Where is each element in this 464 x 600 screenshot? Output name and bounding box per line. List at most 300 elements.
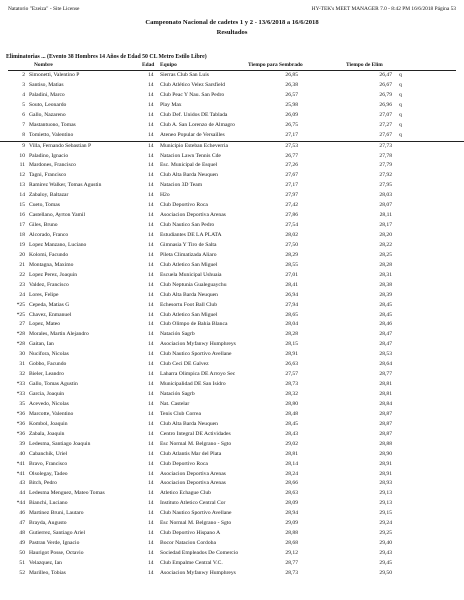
place-cell: 30: [19, 351, 25, 358]
age-cell: 14: [148, 101, 154, 108]
seed-time-cell: 28,02: [285, 232, 298, 238]
seed-time-cell: 27,01: [285, 271, 298, 278]
team-cell: Club Olimpo de Bahia Blanca: [160, 321, 228, 328]
place-cell: 17: [19, 222, 25, 229]
team-cell: Play Max: [160, 101, 182, 108]
place-cell: 13: [19, 182, 25, 189]
age-cell: 14: [148, 142, 154, 149]
name-cell: Giles, Bruno: [29, 222, 58, 229]
place-cell: 6: [22, 111, 25, 118]
finals-time-cell: 27,78: [379, 152, 392, 159]
age-cell: 14: [148, 301, 154, 308]
col-finals-header: Tiempo de Elim: [346, 62, 383, 68]
table-row: [0, 390, 464, 400]
finals-time-cell: 28,90: [379, 450, 392, 457]
age-cell: 14: [148, 510, 154, 517]
team-cell: Club Alta Barda Neuquen: [160, 420, 218, 427]
age-cell: 14: [148, 192, 154, 199]
name-cell: Acevedo, Nicolas: [29, 400, 69, 407]
finals-time-cell: 29,50: [379, 569, 392, 576]
event-label: Eliminatorias ... (Evento 38 Hombres 14 Años de Edad 50 CL Metro Estilo Libre): [6, 54, 207, 60]
age-cell: 14: [148, 569, 154, 576]
age-cell: 14: [148, 212, 154, 219]
document-subtitle: Resultados: [216, 29, 248, 36]
seed-time-cell: 26,09: [285, 111, 298, 118]
table-row: [0, 241, 464, 251]
team-cell: Sociedad Empleados De Comercio: [160, 550, 239, 556]
table-row: [0, 559, 464, 569]
age-cell: 14: [148, 430, 154, 437]
table-row: [0, 529, 464, 539]
name-cell: Marcotte, Valentino: [29, 410, 74, 417]
name-cell: Villa, Fernando Sebastian P: [29, 142, 92, 149]
table-row: [0, 131, 464, 141]
age-cell: 14: [148, 391, 154, 397]
age-cell: 14: [148, 490, 154, 497]
place-cell: 15: [19, 202, 25, 209]
team-cell: Club A. San Lorenzo de Almagro: [160, 121, 235, 128]
name-cell: Souto, Leonardo: [29, 101, 67, 108]
finals-time-cell: 29,43: [379, 550, 392, 556]
team-cell: Asociacion Deportiva Arenas: [160, 470, 226, 477]
table-row: [0, 400, 464, 410]
name-cell: Tomietto, Valentino: [29, 131, 74, 138]
table-row: [0, 479, 464, 489]
name-cell: Kolomi, Facundo: [29, 251, 69, 258]
qualifier-cell: q: [399, 91, 402, 98]
age-cell: 14: [148, 530, 154, 537]
seed-time-cell: 29,02: [285, 440, 298, 447]
finals-time-cell: 28,11: [379, 212, 392, 219]
age-cell: 14: [148, 271, 154, 278]
finals-time-cell: 28,88: [379, 440, 392, 447]
age-cell: 14: [148, 351, 154, 358]
age-cell: 14: [148, 420, 154, 427]
finals-time-cell: 28,39: [379, 291, 392, 298]
place-cell: 4: [22, 91, 25, 98]
table-row: [0, 320, 464, 330]
place-cell: *36: [16, 410, 25, 417]
place-cell: *41: [16, 460, 25, 467]
team-cell: Municipio Esteban Echeverria: [160, 142, 229, 149]
team-cell: Esc Normal M. Belgrano - Sgto: [160, 440, 232, 447]
finals-time-cell: 26,47: [379, 72, 392, 78]
name-cell: Garcia, Joaquin: [29, 391, 65, 397]
name-cell: Cepeda, Matias G: [29, 301, 70, 308]
team-cell: Club Nautico Sportivo Avellane: [160, 510, 232, 517]
team-cell: Club Atlantis Mar del Plata: [160, 450, 222, 457]
table-row: [0, 499, 464, 509]
seed-time-cell: 26,75: [285, 121, 298, 128]
team-cell: Club Nautico Sportivo Avellane: [160, 351, 232, 358]
name-cell: Ramirez Walker, Tomas Agustin: [29, 182, 102, 189]
table-row: [0, 251, 464, 261]
team-cell: Club Alta Barda Neuquen: [160, 291, 218, 298]
team-cell: Club Empalme Central V.C.: [160, 559, 223, 566]
name-cell: Martinez Bruni, Lautaro: [29, 510, 84, 517]
place-cell: *25: [16, 311, 25, 318]
name-cell: Bieler, Leandro: [29, 371, 64, 378]
table-row: [0, 509, 464, 519]
name-cell: Zabala, Joaquin: [29, 430, 65, 437]
finals-time-cell: 27,95: [379, 182, 392, 189]
name-cell: Montagna, Maximo: [29, 261, 74, 268]
seed-time-cell: 28,28: [285, 331, 298, 338]
name-cell: Mardones, Francisco: [29, 162, 76, 169]
seed-time-cell: 28,88: [285, 530, 298, 537]
place-cell: 39: [19, 440, 25, 447]
place-cell: 16: [19, 212, 25, 219]
place-cell: 51: [19, 559, 25, 566]
finals-time-cell: 28,38: [379, 281, 392, 288]
finals-time-cell: 28,25: [379, 251, 392, 258]
finals-time-cell: 28,84: [379, 400, 392, 407]
table-row: [0, 340, 464, 350]
name-cell: Velazquez, Ian: [29, 559, 62, 566]
table-row: [0, 291, 464, 301]
seed-time-cell: 26,77: [285, 152, 298, 159]
results-table: [0, 71, 464, 579]
seed-time-cell: 28,32: [285, 391, 298, 397]
qualifier-cell: q: [399, 72, 402, 78]
team-cell: Escuela Municipal Ushuaia: [160, 271, 222, 278]
name-cell: Alcorado, Franco: [29, 232, 69, 238]
table-row: [0, 171, 464, 181]
table-row: [0, 201, 464, 211]
seed-time-cell: 28,63: [285, 490, 298, 497]
seed-time-cell: 27,57: [285, 371, 298, 378]
finals-time-cell: 27,67: [379, 131, 392, 138]
team-cell: Sierras Club San Luis: [160, 72, 209, 78]
team-cell: Estudiantes DE LA PLATA: [160, 232, 222, 238]
place-cell: 44: [19, 490, 25, 497]
finals-time-cell: 28,93: [379, 480, 392, 487]
team-cell: Club Atletico San Miguel: [160, 311, 218, 318]
seed-time-cell: 28,66: [285, 480, 298, 487]
table-row: [0, 350, 464, 360]
seed-time-cell: 28,14: [285, 460, 298, 467]
seed-time-cell: 28,29: [285, 251, 298, 258]
table-row: [0, 440, 464, 450]
age-cell: 14: [148, 182, 154, 189]
team-cell: Municipalidad DE San Isidro: [160, 381, 226, 388]
seed-time-cell: 29,09: [285, 520, 298, 527]
finals-time-cell: 28,20: [379, 232, 392, 238]
name-cell: Zabaloy, Baltazar: [29, 192, 69, 199]
age-cell: 14: [148, 172, 154, 179]
table-row: [0, 420, 464, 430]
finals-time-cell: 28,47: [379, 331, 392, 338]
seed-time-cell: 28,55: [285, 261, 298, 268]
table-row: [0, 271, 464, 281]
team-cell: Natacion 3D Team: [160, 182, 203, 189]
team-cell: Club Deportivo Hispano A: [160, 530, 221, 537]
table-row: [0, 311, 464, 321]
place-cell: 47: [19, 520, 25, 527]
place-cell: 27: [19, 321, 25, 328]
team-cell: Club Atlético Velez Sarsfield: [160, 81, 225, 88]
seed-time-cell: 27,53: [285, 142, 298, 149]
place-cell: 9: [22, 142, 25, 149]
table-row: [0, 261, 464, 271]
age-cell: 14: [148, 121, 154, 128]
team-cell: Centro Integral DE Actividades: [160, 430, 231, 437]
place-cell: 49: [19, 540, 25, 547]
age-cell: 14: [148, 261, 154, 268]
name-cell: Nucifora, Nicolas: [29, 351, 69, 358]
table-row: [0, 161, 464, 171]
finals-time-cell: 28,17: [379, 222, 392, 229]
name-cell: Gobbo, Facundo: [29, 361, 67, 368]
table-row: [0, 101, 464, 111]
seed-time-cell: 28,73: [285, 381, 298, 388]
finals-time-cell: 27,27: [379, 121, 392, 128]
place-cell: 3: [22, 81, 25, 88]
team-cell: Club Deportivo Roca: [160, 202, 208, 209]
seed-time-cell: 29,12: [285, 550, 298, 556]
finals-time-cell: 27,73: [379, 142, 392, 149]
seed-time-cell: 28,09: [285, 500, 298, 507]
team-cell: Club Atletico San Miguel: [160, 261, 218, 268]
place-cell: 43: [19, 480, 25, 487]
age-cell: 14: [148, 361, 154, 368]
finals-time-cell: 28,91: [379, 460, 392, 467]
place-cell: 8: [22, 131, 25, 138]
place-cell: *33: [16, 391, 25, 397]
seed-time-cell: 27,86: [285, 212, 298, 219]
name-cell: Valdez, Francisco: [29, 281, 69, 288]
team-cell: Natación Sagrb: [160, 391, 195, 397]
table-row: [0, 549, 464, 559]
name-cell: Santiso, Matias: [29, 81, 64, 88]
seed-time-cell: 26,57: [285, 91, 298, 98]
age-cell: 14: [148, 550, 154, 556]
place-cell: *25: [16, 301, 25, 308]
age-cell: 14: [148, 162, 154, 169]
qualifier-cell: q: [399, 111, 402, 118]
age-cell: 14: [148, 460, 154, 467]
finals-time-cell: 28,87: [379, 410, 392, 417]
table-row: [0, 111, 464, 121]
age-cell: 14: [148, 371, 154, 378]
finals-time-cell: 28,45: [379, 311, 392, 318]
name-cell: Cabanchik, Uriel: [29, 450, 68, 457]
seed-time-cell: 26,94: [285, 291, 298, 298]
seed-time-cell: 28,77: [285, 559, 298, 566]
seed-time-cell: 27,50: [285, 241, 298, 248]
name-cell: Bitch, Pedro: [29, 480, 57, 487]
place-cell: 21: [19, 261, 25, 268]
team-cell: Esc. Municipal de Esquel: [160, 162, 218, 169]
seed-time-cell: 27,54: [285, 222, 298, 229]
column-header-row: [0, 62, 464, 70]
place-cell: *28: [16, 341, 25, 348]
name-cell: Morales, Martin Alejandro: [29, 331, 89, 338]
table-row: [0, 569, 464, 579]
finals-time-cell: 28,46: [379, 321, 392, 328]
seed-time-cell: 25,98: [285, 101, 298, 108]
team-cell: Asociacion Deportiva Arenas: [160, 212, 226, 219]
age-cell: 14: [148, 241, 154, 248]
name-cell: Olsolegay, Tadeo: [29, 470, 68, 477]
finals-time-cell: 28,47: [379, 341, 392, 348]
age-cell: 14: [148, 152, 154, 159]
finals-time-cell: 28,53: [379, 351, 392, 358]
finals-time-cell: 28,91: [379, 470, 392, 477]
team-cell: Natacion Lawn Tennis Cde: [160, 152, 221, 159]
table-row: [0, 281, 464, 291]
finals-time-cell: 29,45: [379, 559, 392, 566]
name-cell: Lores, Felipe: [29, 291, 59, 298]
table-row: [0, 370, 464, 380]
seed-time-cell: 27,97: [285, 192, 298, 199]
place-cell: *44: [16, 500, 25, 507]
team-cell: Ateneo Popular de Versailles: [160, 131, 225, 138]
name-cell: Castellano, Ayrton Yamil: [29, 212, 86, 219]
seed-time-cell: 28,43: [285, 430, 298, 437]
age-cell: 14: [148, 400, 154, 407]
finals-time-cell: 28,81: [379, 381, 392, 388]
age-cell: 14: [148, 540, 154, 547]
finals-time-cell: 29,13: [379, 500, 392, 507]
seed-time-cell: 26,38: [285, 81, 298, 88]
table-row: [0, 71, 464, 81]
place-cell: 11: [19, 162, 25, 169]
qualifier-cell: q: [399, 121, 402, 128]
place-cell: 52: [19, 569, 25, 576]
age-cell: 14: [148, 91, 154, 98]
table-row: [0, 360, 464, 370]
table-row: [0, 489, 464, 499]
age-cell: 14: [148, 72, 154, 78]
finals-time-cell: 28,31: [379, 271, 392, 278]
name-cell: Bravo, Francisco: [29, 460, 68, 467]
table-row: [0, 121, 464, 131]
finals-time-cell: 28,22: [379, 241, 392, 248]
finals-time-cell: 29,24: [379, 520, 392, 527]
age-cell: 14: [148, 202, 154, 209]
table-row: [0, 231, 464, 241]
place-cell: 10: [19, 152, 25, 159]
seed-time-cell: 28,41: [285, 281, 298, 288]
qualifier-cell: q: [399, 131, 402, 138]
finals-time-cell: 29,25: [379, 530, 392, 537]
finals-time-cell: 28,03: [379, 192, 392, 199]
place-cell: *33: [16, 381, 25, 388]
age-cell: 14: [148, 251, 154, 258]
name-cell: Kombol, Joaquin: [29, 420, 68, 427]
age-cell: 14: [148, 500, 154, 507]
place-cell: 23: [19, 281, 25, 288]
finals-time-cell: 29,40: [379, 540, 392, 547]
name-cell: Lopez Manzano, Luciano: [29, 241, 87, 248]
seed-time-cell: 27,26: [285, 162, 298, 169]
finals-time-cell: 28,64: [379, 361, 392, 368]
team-cell: Laharra Olimpica DE Arroyo Sec: [160, 371, 236, 378]
finals-time-cell: 28,45: [379, 301, 392, 308]
col-seed-header: Tiempo para Sembrado: [248, 62, 303, 68]
seed-time-cell: 26,85: [285, 72, 298, 78]
place-cell: 18: [19, 232, 25, 238]
name-cell: Brayda, Augusto: [29, 520, 67, 527]
age-cell: 14: [148, 81, 154, 88]
team-cell: Tenis Club Correa: [160, 410, 201, 417]
place-cell: 7: [22, 121, 25, 128]
document-title: Campeonato Nacional de cadetes 1 y 2 - 13/6/2018 a 16/6/2018: [145, 19, 319, 26]
table-row: [0, 301, 464, 311]
table-row: [0, 152, 464, 162]
seed-time-cell: 28,94: [285, 510, 298, 517]
team-cell: Asociacion Deportiva Arenas: [160, 480, 226, 487]
age-cell: 14: [148, 311, 154, 318]
place-cell: 32: [19, 371, 25, 378]
finals-time-cell: 28,81: [379, 391, 392, 397]
name-cell: Haurigot Posse, Octavio: [29, 550, 84, 556]
name-cell: Marilleo, Tobias: [29, 569, 66, 576]
finals-time-cell: 29,13: [379, 490, 392, 497]
name-cell: Paladini, Marco: [29, 91, 65, 98]
place-cell: 46: [19, 510, 25, 517]
team-cell: Esc Normal M. Belgrano - Sgto: [160, 520, 232, 527]
place-cell: 12: [19, 172, 25, 179]
team-cell: Club Neptunia Gualeguaychu: [160, 281, 227, 288]
name-cell: Gutierrez, Santiago Ariel: [29, 530, 86, 537]
site-license-header: Natatorio "Ezeiza" - Site License: [8, 6, 80, 12]
finals-time-cell: 27,92: [379, 172, 392, 179]
place-cell: 24: [19, 291, 25, 298]
age-cell: 14: [148, 381, 154, 388]
place-cell: *28: [16, 331, 25, 338]
finals-time-cell: 26,67: [379, 81, 392, 88]
place-cell: 22: [19, 271, 25, 278]
team-cell: Natación Sagrb: [160, 331, 195, 338]
finals-time-cell: 27,07: [379, 111, 392, 118]
age-cell: 14: [148, 222, 154, 229]
place-cell: 2: [22, 72, 25, 78]
name-cell: Simonetti, Valentino P: [29, 72, 80, 78]
name-cell: Ledesma, Santiago Joaquin: [29, 440, 91, 447]
age-cell: 14: [148, 559, 154, 566]
name-cell: Cueto, Tomas: [29, 202, 60, 209]
finals-time-cell: 26,79: [379, 91, 392, 98]
col-team-header: Equipo: [160, 62, 177, 68]
finals-time-cell: 28,87: [379, 420, 392, 427]
seed-time-cell: 28,65: [285, 311, 298, 318]
seed-time-cell: 27,67: [285, 172, 298, 179]
seed-time-cell: 28,91: [285, 351, 298, 358]
team-cell: Echesortu Foot Ball Club: [160, 301, 218, 308]
age-cell: 14: [148, 480, 154, 487]
table-row: [0, 221, 464, 231]
seed-time-cell: 27,17: [285, 131, 298, 138]
table-row: [0, 539, 464, 549]
finals-time-cell: 29,15: [379, 510, 392, 517]
seed-time-cell: 28,45: [285, 420, 298, 427]
qualifier-cell: q: [399, 101, 402, 108]
name-cell: Pastran Verde, Ignacio: [29, 540, 80, 547]
age-cell: 14: [148, 470, 154, 477]
name-cell: Ledesma Menguez, Mateo Tomas: [29, 490, 105, 497]
team-cell: Pileta Climatizada Aliaro: [160, 251, 217, 258]
name-cell: Bianchi, Luciano: [29, 500, 68, 507]
finals-time-cell: 28,87: [379, 430, 392, 437]
col-age-header: Edad: [142, 62, 155, 68]
seed-time-cell: 28,48: [285, 410, 298, 417]
team-cell: H2o: [160, 192, 170, 199]
name-cell: Mastantuono, Tomas: [29, 121, 76, 128]
age-cell: 14: [148, 450, 154, 457]
place-cell: 31: [19, 361, 25, 368]
